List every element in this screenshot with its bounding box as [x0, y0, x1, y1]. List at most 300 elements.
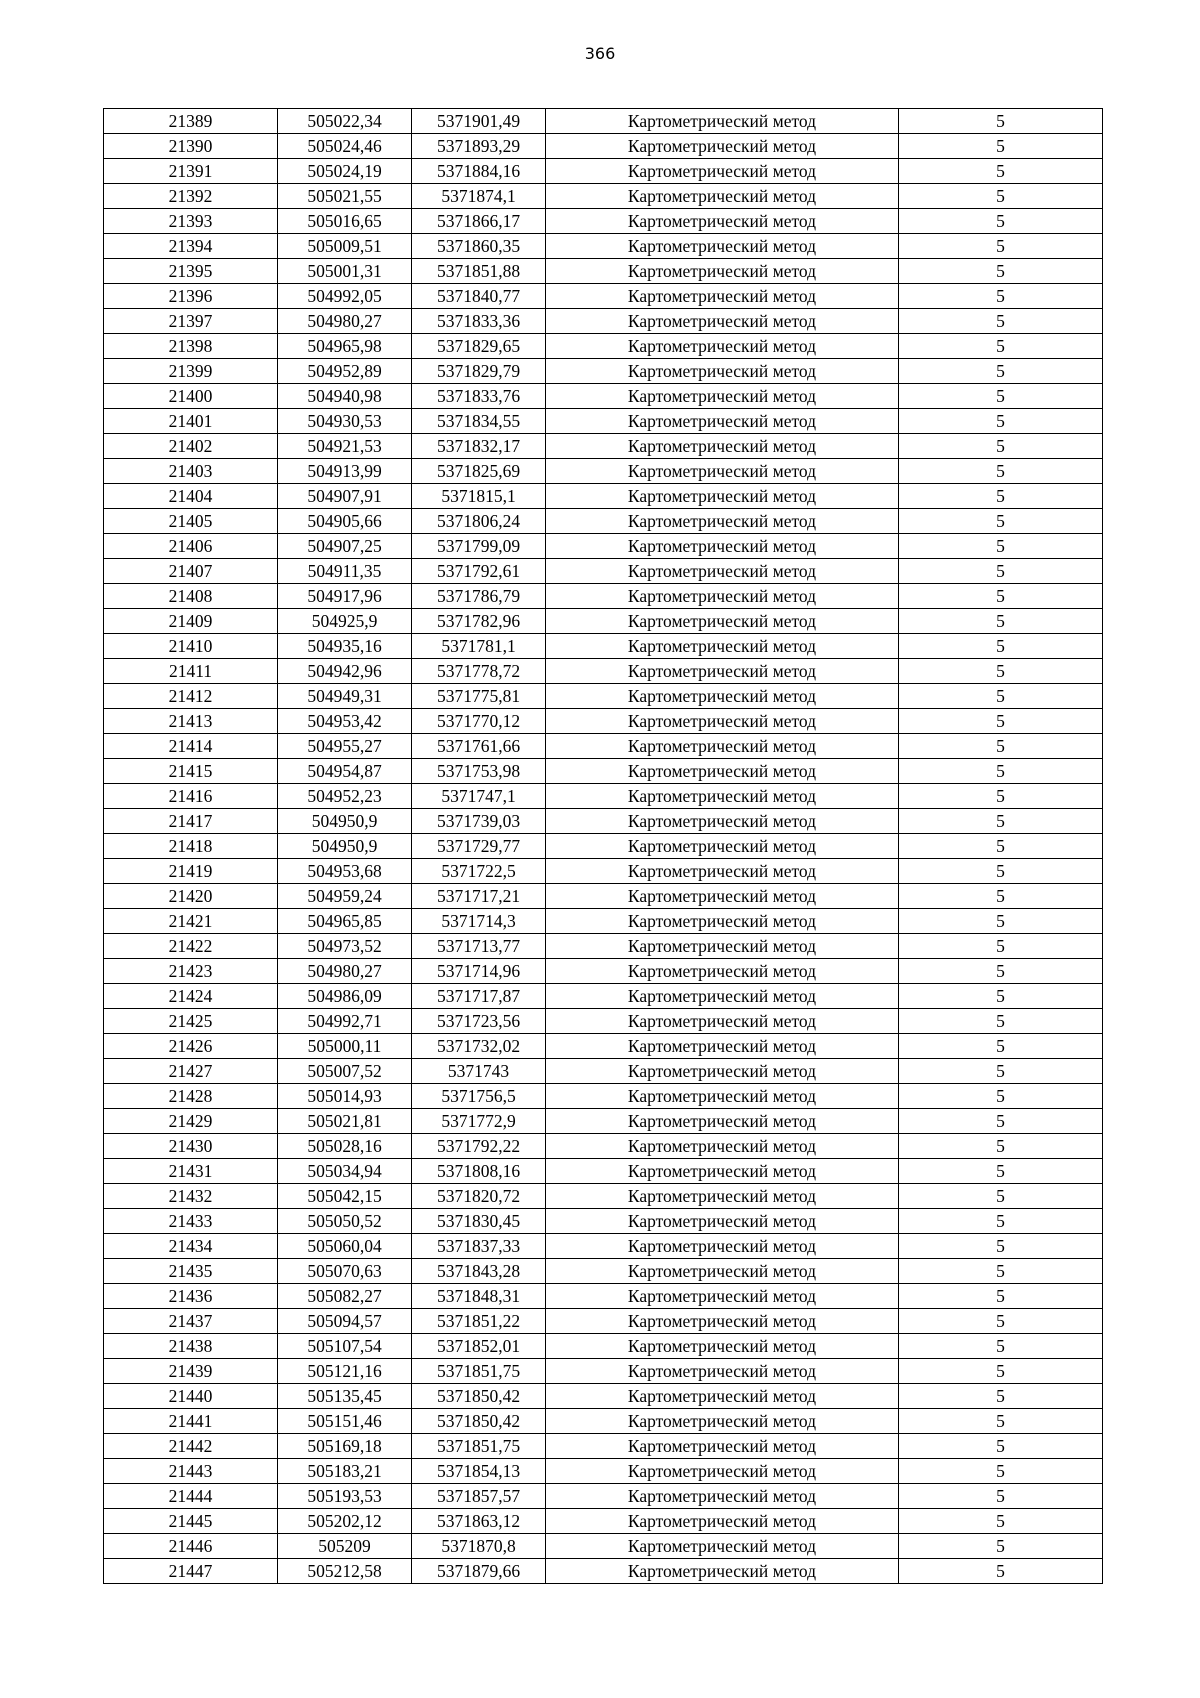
point-number-cell: 21398	[104, 334, 278, 359]
point-number-cell: 21423	[104, 959, 278, 984]
table-row	[104, 1109, 1103, 1134]
point-number-cell: 21399	[104, 359, 278, 384]
table-row	[104, 834, 1103, 859]
x-coordinate-cell: 504965,98	[278, 334, 412, 359]
y-coordinate-cell: 5371879,66	[412, 1559, 546, 1584]
y-coordinate-cell: 5371843,28	[412, 1259, 546, 1284]
point-number-cell: 21390	[104, 134, 278, 159]
coordinates-table-body	[104, 109, 1103, 1584]
accuracy-cell: 5	[899, 184, 1103, 209]
table-row	[104, 1509, 1103, 1534]
point-number-cell: 21415	[104, 759, 278, 784]
method-cell: Картометрический метод	[546, 109, 899, 134]
method-cell: Картометрический метод	[546, 359, 899, 384]
method-cell: Картометрический метод	[546, 1559, 899, 1584]
method-cell: Картометрический метод	[546, 1509, 899, 1534]
x-coordinate-cell: 505007,52	[278, 1059, 412, 1084]
table-row	[104, 609, 1103, 634]
y-coordinate-cell: 5371729,77	[412, 834, 546, 859]
point-number-cell: 21403	[104, 459, 278, 484]
accuracy-cell: 5	[899, 1134, 1103, 1159]
x-coordinate-cell: 505034,94	[278, 1159, 412, 1184]
table-row	[104, 184, 1103, 209]
point-number-cell: 21445	[104, 1509, 278, 1534]
point-number-cell: 21446	[104, 1534, 278, 1559]
accuracy-cell: 5	[899, 584, 1103, 609]
point-number-cell: 21412	[104, 684, 278, 709]
x-coordinate-cell: 504911,35	[278, 559, 412, 584]
point-number-cell: 21401	[104, 409, 278, 434]
accuracy-cell: 5	[899, 1409, 1103, 1434]
method-cell: Картометрический метод	[546, 234, 899, 259]
table-row	[104, 984, 1103, 1009]
point-number-cell: 21430	[104, 1134, 278, 1159]
y-coordinate-cell: 5371772,9	[412, 1109, 546, 1134]
table-row	[104, 1159, 1103, 1184]
table-row	[104, 1409, 1103, 1434]
table-row	[104, 1459, 1103, 1484]
table-row	[104, 509, 1103, 534]
table-row	[104, 534, 1103, 559]
accuracy-cell: 5	[899, 534, 1103, 559]
point-number-cell: 21408	[104, 584, 278, 609]
accuracy-cell: 5	[899, 459, 1103, 484]
table-row	[104, 1384, 1103, 1409]
point-number-cell: 21435	[104, 1259, 278, 1284]
x-coordinate-cell: 505016,65	[278, 209, 412, 234]
y-coordinate-cell: 5371753,98	[412, 759, 546, 784]
point-number-cell: 21433	[104, 1209, 278, 1234]
y-coordinate-cell: 5371851,22	[412, 1309, 546, 1334]
accuracy-cell: 5	[899, 1034, 1103, 1059]
accuracy-cell: 5	[899, 609, 1103, 634]
table-row	[104, 1184, 1103, 1209]
point-number-cell: 21428	[104, 1084, 278, 1109]
table-row	[104, 1309, 1103, 1334]
method-cell: Картометрический метод	[546, 1009, 899, 1034]
y-coordinate-cell: 5371713,77	[412, 934, 546, 959]
x-coordinate-cell: 505202,12	[278, 1509, 412, 1534]
page-number: 366	[584, 44, 616, 63]
method-cell: Картометрический метод	[546, 1484, 899, 1509]
y-coordinate-cell: 5371770,12	[412, 709, 546, 734]
accuracy-cell: 5	[899, 484, 1103, 509]
y-coordinate-cell: 5371854,13	[412, 1459, 546, 1484]
table-row	[104, 1559, 1103, 1584]
accuracy-cell: 5	[899, 1384, 1103, 1409]
point-number-cell: 21419	[104, 859, 278, 884]
y-coordinate-cell: 5371815,1	[412, 484, 546, 509]
table-row	[104, 409, 1103, 434]
accuracy-cell: 5	[899, 109, 1103, 134]
method-cell: Картометрический метод	[546, 884, 899, 909]
y-coordinate-cell: 5371717,21	[412, 884, 546, 909]
y-coordinate-cell: 5371832,17	[412, 434, 546, 459]
x-coordinate-cell: 504942,96	[278, 659, 412, 684]
table-row	[104, 759, 1103, 784]
accuracy-cell: 5	[899, 1009, 1103, 1034]
accuracy-cell: 5	[899, 1559, 1103, 1584]
accuracy-cell: 5	[899, 1284, 1103, 1309]
table-row	[104, 859, 1103, 884]
point-number-cell: 21436	[104, 1284, 278, 1309]
table-row	[104, 1084, 1103, 1109]
table-row	[104, 334, 1103, 359]
x-coordinate-cell: 505151,46	[278, 1409, 412, 1434]
x-coordinate-cell: 505022,34	[278, 109, 412, 134]
x-coordinate-cell: 505028,16	[278, 1134, 412, 1159]
method-cell: Картометрический метод	[546, 209, 899, 234]
x-coordinate-cell: 504954,87	[278, 759, 412, 784]
table-row	[104, 1234, 1103, 1259]
y-coordinate-cell: 5371870,8	[412, 1534, 546, 1559]
x-coordinate-cell: 504959,24	[278, 884, 412, 909]
accuracy-cell: 5	[899, 1309, 1103, 1334]
point-number-cell: 21406	[104, 534, 278, 559]
accuracy-cell: 5	[899, 809, 1103, 834]
accuracy-cell: 5	[899, 1159, 1103, 1184]
table-row	[104, 1059, 1103, 1084]
x-coordinate-cell: 505014,93	[278, 1084, 412, 1109]
method-cell: Картометрический метод	[546, 334, 899, 359]
accuracy-cell: 5	[899, 834, 1103, 859]
point-number-cell: 21434	[104, 1234, 278, 1259]
accuracy-cell: 5	[899, 384, 1103, 409]
accuracy-cell: 5	[899, 934, 1103, 959]
table-row	[104, 1484, 1103, 1509]
table-row	[104, 1009, 1103, 1034]
x-coordinate-cell: 504950,9	[278, 834, 412, 859]
x-coordinate-cell: 504930,53	[278, 409, 412, 434]
accuracy-cell: 5	[899, 1234, 1103, 1259]
x-coordinate-cell: 505001,31	[278, 259, 412, 284]
y-coordinate-cell: 5371792,22	[412, 1134, 546, 1159]
x-coordinate-cell: 505024,19	[278, 159, 412, 184]
method-cell: Картометрический метод	[546, 1534, 899, 1559]
method-cell: Картометрический метод	[546, 1309, 899, 1334]
accuracy-cell: 5	[899, 234, 1103, 259]
method-cell: Картометрический метод	[546, 1259, 899, 1284]
table-row	[104, 809, 1103, 834]
table-row	[104, 1034, 1103, 1059]
table-row	[104, 259, 1103, 284]
point-number-cell: 21427	[104, 1059, 278, 1084]
table-row	[104, 234, 1103, 259]
y-coordinate-cell: 5371851,75	[412, 1434, 546, 1459]
table-row	[104, 484, 1103, 509]
y-coordinate-cell: 5371806,24	[412, 509, 546, 534]
x-coordinate-cell: 505000,11	[278, 1034, 412, 1059]
accuracy-cell: 5	[899, 1259, 1103, 1284]
x-coordinate-cell: 505021,55	[278, 184, 412, 209]
accuracy-cell: 5	[899, 284, 1103, 309]
table-row	[104, 434, 1103, 459]
point-number-cell: 21416	[104, 784, 278, 809]
point-number-cell: 21417	[104, 809, 278, 834]
table-row	[104, 1259, 1103, 1284]
x-coordinate-cell: 505212,58	[278, 1559, 412, 1584]
point-number-cell: 21424	[104, 984, 278, 1009]
y-coordinate-cell: 5371833,36	[412, 309, 546, 334]
x-coordinate-cell: 504980,27	[278, 309, 412, 334]
accuracy-cell: 5	[899, 159, 1103, 184]
y-coordinate-cell: 5371829,65	[412, 334, 546, 359]
table-row	[104, 309, 1103, 334]
accuracy-cell: 5	[899, 259, 1103, 284]
method-cell: Картометрический метод	[546, 1334, 899, 1359]
method-cell: Картометрический метод	[546, 284, 899, 309]
x-coordinate-cell: 505193,53	[278, 1484, 412, 1509]
method-cell: Картометрический метод	[546, 1084, 899, 1109]
x-coordinate-cell: 505021,81	[278, 1109, 412, 1134]
table-row	[104, 284, 1103, 309]
point-number-cell: 21418	[104, 834, 278, 859]
point-number-cell: 21402	[104, 434, 278, 459]
method-cell: Картометрический метод	[546, 1359, 899, 1384]
x-coordinate-cell: 504950,9	[278, 809, 412, 834]
accuracy-cell: 5	[899, 309, 1103, 334]
accuracy-cell: 5	[899, 784, 1103, 809]
point-number-cell: 21405	[104, 509, 278, 534]
table-row	[104, 659, 1103, 684]
method-cell: Картометрический метод	[546, 909, 899, 934]
table-row	[104, 1284, 1103, 1309]
method-cell: Картометрический метод	[546, 1159, 899, 1184]
method-cell: Картометрический метод	[546, 784, 899, 809]
x-coordinate-cell: 504953,42	[278, 709, 412, 734]
y-coordinate-cell: 5371866,17	[412, 209, 546, 234]
point-number-cell: 21396	[104, 284, 278, 309]
x-coordinate-cell: 504955,27	[278, 734, 412, 759]
method-cell: Картометрический метод	[546, 809, 899, 834]
point-number-cell: 21425	[104, 1009, 278, 1034]
table-row	[104, 934, 1103, 959]
method-cell: Картометрический метод	[546, 684, 899, 709]
table-row	[104, 959, 1103, 984]
table-row	[104, 359, 1103, 384]
accuracy-cell: 5	[899, 909, 1103, 934]
method-cell: Картометрический метод	[546, 1459, 899, 1484]
x-coordinate-cell: 505050,52	[278, 1209, 412, 1234]
x-coordinate-cell: 504925,9	[278, 609, 412, 634]
table-row	[104, 559, 1103, 584]
accuracy-cell: 5	[899, 1334, 1103, 1359]
accuracy-cell: 5	[899, 1209, 1103, 1234]
method-cell: Картометрический метод	[546, 734, 899, 759]
accuracy-cell: 5	[899, 1434, 1103, 1459]
accuracy-cell: 5	[899, 684, 1103, 709]
x-coordinate-cell: 504921,53	[278, 434, 412, 459]
method-cell: Картометрический метод	[546, 934, 899, 959]
point-number-cell: 21442	[104, 1434, 278, 1459]
point-number-cell: 21391	[104, 159, 278, 184]
y-coordinate-cell: 5371893,29	[412, 134, 546, 159]
method-cell: Картометрический метод	[546, 1434, 899, 1459]
y-coordinate-cell: 5371830,45	[412, 1209, 546, 1234]
method-cell: Картометрический метод	[546, 159, 899, 184]
x-coordinate-cell: 505094,57	[278, 1309, 412, 1334]
accuracy-cell: 5	[899, 1084, 1103, 1109]
x-coordinate-cell: 504913,99	[278, 459, 412, 484]
x-coordinate-cell: 504907,91	[278, 484, 412, 509]
point-number-cell: 21397	[104, 309, 278, 334]
method-cell: Картометрический метод	[546, 759, 899, 784]
x-coordinate-cell: 504992,71	[278, 1009, 412, 1034]
y-coordinate-cell: 5371851,88	[412, 259, 546, 284]
method-cell: Картометрический метод	[546, 1134, 899, 1159]
x-coordinate-cell: 504952,23	[278, 784, 412, 809]
y-coordinate-cell: 5371850,42	[412, 1409, 546, 1434]
y-coordinate-cell: 5371884,16	[412, 159, 546, 184]
y-coordinate-cell: 5371786,79	[412, 584, 546, 609]
accuracy-cell: 5	[899, 1509, 1103, 1534]
method-cell: Картометрический метод	[546, 1059, 899, 1084]
method-cell: Картометрический метод	[546, 459, 899, 484]
method-cell: Картометрический метод	[546, 309, 899, 334]
y-coordinate-cell: 5371840,77	[412, 284, 546, 309]
y-coordinate-cell: 5371829,79	[412, 359, 546, 384]
x-coordinate-cell: 504917,96	[278, 584, 412, 609]
method-cell: Картометрический метод	[546, 1034, 899, 1059]
method-cell: Картометрический метод	[546, 434, 899, 459]
x-coordinate-cell: 504952,89	[278, 359, 412, 384]
accuracy-cell: 5	[899, 659, 1103, 684]
x-coordinate-cell: 504949,31	[278, 684, 412, 709]
y-coordinate-cell: 5371860,35	[412, 234, 546, 259]
y-coordinate-cell: 5371714,96	[412, 959, 546, 984]
y-coordinate-cell: 5371848,31	[412, 1284, 546, 1309]
method-cell: Картометрический метод	[546, 559, 899, 584]
point-number-cell: 21411	[104, 659, 278, 684]
x-coordinate-cell: 504973,52	[278, 934, 412, 959]
accuracy-cell: 5	[899, 759, 1103, 784]
accuracy-cell: 5	[899, 634, 1103, 659]
table-row	[104, 884, 1103, 909]
point-number-cell: 21440	[104, 1384, 278, 1409]
point-number-cell: 21394	[104, 234, 278, 259]
y-coordinate-cell: 5371778,72	[412, 659, 546, 684]
table-row	[104, 684, 1103, 709]
table-row	[104, 909, 1103, 934]
accuracy-cell: 5	[899, 209, 1103, 234]
method-cell: Картометрический метод	[546, 184, 899, 209]
x-coordinate-cell: 504905,66	[278, 509, 412, 534]
y-coordinate-cell: 5371837,33	[412, 1234, 546, 1259]
point-number-cell: 21431	[104, 1159, 278, 1184]
point-number-cell: 21426	[104, 1034, 278, 1059]
y-coordinate-cell: 5371723,56	[412, 1009, 546, 1034]
y-coordinate-cell: 5371863,12	[412, 1509, 546, 1534]
point-number-cell: 21414	[104, 734, 278, 759]
method-cell: Картометрический метод	[546, 1384, 899, 1409]
point-number-cell: 21413	[104, 709, 278, 734]
y-coordinate-cell: 5371717,87	[412, 984, 546, 1009]
table-row	[104, 584, 1103, 609]
table-row	[104, 1434, 1103, 1459]
y-coordinate-cell: 5371799,09	[412, 534, 546, 559]
point-number-cell: 21400	[104, 384, 278, 409]
y-coordinate-cell: 5371792,61	[412, 559, 546, 584]
y-coordinate-cell: 5371901,49	[412, 109, 546, 134]
table-row	[104, 734, 1103, 759]
method-cell: Картометрический метод	[546, 634, 899, 659]
point-number-cell: 21389	[104, 109, 278, 134]
x-coordinate-cell: 504980,27	[278, 959, 412, 984]
x-coordinate-cell: 505209	[278, 1534, 412, 1559]
y-coordinate-cell: 5371833,76	[412, 384, 546, 409]
method-cell: Картометрический метод	[546, 959, 899, 984]
point-number-cell: 21439	[104, 1359, 278, 1384]
y-coordinate-cell: 5371743	[412, 1059, 546, 1084]
table-row	[104, 709, 1103, 734]
point-number-cell: 21420	[104, 884, 278, 909]
table-row	[104, 1359, 1103, 1384]
x-coordinate-cell: 504965,85	[278, 909, 412, 934]
x-coordinate-cell: 505024,46	[278, 134, 412, 159]
method-cell: Картометрический метод	[546, 834, 899, 859]
x-coordinate-cell: 504992,05	[278, 284, 412, 309]
y-coordinate-cell: 5371714,3	[412, 909, 546, 934]
method-cell: Картометрический метод	[546, 609, 899, 634]
accuracy-cell: 5	[899, 884, 1103, 909]
method-cell: Картометрический метод	[546, 1234, 899, 1259]
method-cell: Картометрический метод	[546, 709, 899, 734]
accuracy-cell: 5	[899, 709, 1103, 734]
point-number-cell: 21392	[104, 184, 278, 209]
y-coordinate-cell: 5371834,55	[412, 409, 546, 434]
method-cell: Картометрический метод	[546, 1209, 899, 1234]
x-coordinate-cell: 504935,16	[278, 634, 412, 659]
x-coordinate-cell: 504907,25	[278, 534, 412, 559]
accuracy-cell: 5	[899, 334, 1103, 359]
method-cell: Картометрический метод	[546, 134, 899, 159]
table-row	[104, 459, 1103, 484]
y-coordinate-cell: 5371781,1	[412, 634, 546, 659]
y-coordinate-cell: 5371808,16	[412, 1159, 546, 1184]
accuracy-cell: 5	[899, 984, 1103, 1009]
method-cell: Картометрический метод	[546, 1284, 899, 1309]
accuracy-cell: 5	[899, 1184, 1103, 1209]
accuracy-cell: 5	[899, 559, 1103, 584]
y-coordinate-cell: 5371825,69	[412, 459, 546, 484]
accuracy-cell: 5	[899, 409, 1103, 434]
accuracy-cell: 5	[899, 359, 1103, 384]
method-cell: Картометрический метод	[546, 534, 899, 559]
method-cell: Картометрический метод	[546, 1109, 899, 1134]
point-number-cell: 21393	[104, 209, 278, 234]
point-number-cell: 21441	[104, 1409, 278, 1434]
method-cell: Картометрический метод	[546, 984, 899, 1009]
point-number-cell: 21409	[104, 609, 278, 634]
method-cell: Картометрический метод	[546, 384, 899, 409]
method-cell: Картометрический метод	[546, 584, 899, 609]
table-row	[104, 109, 1103, 134]
x-coordinate-cell: 505060,04	[278, 1234, 412, 1259]
accuracy-cell: 5	[899, 134, 1103, 159]
x-coordinate-cell: 504953,68	[278, 859, 412, 884]
coordinates-table	[103, 108, 1103, 1584]
point-number-cell: 21410	[104, 634, 278, 659]
y-coordinate-cell: 5371761,66	[412, 734, 546, 759]
point-number-cell: 21444	[104, 1484, 278, 1509]
x-coordinate-cell: 505183,21	[278, 1459, 412, 1484]
table-row	[104, 634, 1103, 659]
table-row	[104, 1134, 1103, 1159]
y-coordinate-cell: 5371756,5	[412, 1084, 546, 1109]
x-coordinate-cell: 504940,98	[278, 384, 412, 409]
table-row	[104, 209, 1103, 234]
table-row	[104, 1209, 1103, 1234]
